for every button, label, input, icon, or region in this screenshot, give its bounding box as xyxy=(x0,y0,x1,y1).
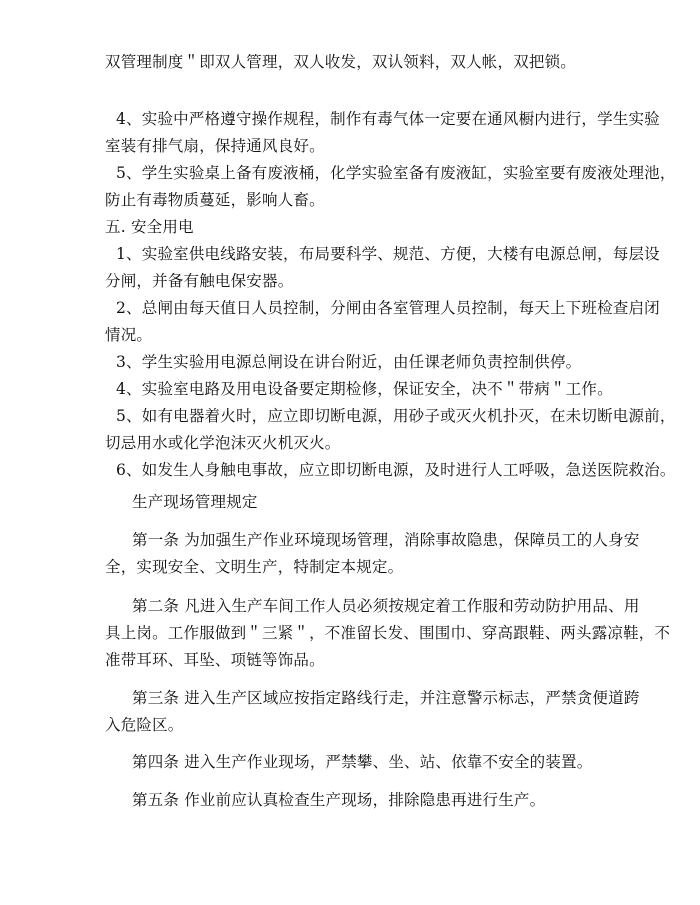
text-line: 4、实验中严格遵守操作规程，制作有毒气体一定要在通风橱内进行，学生实验 xyxy=(116,110,660,128)
text-line: 2、总闸由每天值日人员控制，分闸由各室管理人员控制，每天上下班检查启闭 xyxy=(116,299,660,317)
article-line: 入危险区。 xyxy=(105,716,184,734)
text-line: 防止有毒物质蔓延，影响人畜。 xyxy=(105,191,325,209)
article-line: 准带耳环、耳坠、项链等饰品。 xyxy=(105,651,325,669)
article-line: 第一条 为加强生产作业环境现场管理，消除事故隐患，保障员工的人身安 xyxy=(132,531,640,549)
text-line: 1、实验室供电线路安装，布局要科学、规范、方便，大楼有电源总闸，每层设 xyxy=(116,245,660,263)
article-line: 具上岗。工作服做到＂三紧＂，不准留长发、围围巾、穿高跟鞋、两头露凉鞋，不 xyxy=(105,624,671,642)
text-line: 双管理制度＂即双人管理，双人收发，双认领料，双人帐，双把锁。 xyxy=(105,53,577,71)
article-line: 全，实现安全、文明生产，特制定本规定。 xyxy=(105,558,404,576)
section-heading: 五. 安全用电 xyxy=(105,218,194,236)
text-line: 5、学生实验桌上备有废液桶，化学实验室备有废液缸，实验室要有废液处理池， xyxy=(116,164,676,182)
text-line: 3、学生实验用电源总闸设在讲台附近，由任课老师负责控制供停。 xyxy=(116,353,582,371)
article-line: 第五条 作业前应认真检查生产现场，排除隐患再进行生产。 xyxy=(132,791,546,809)
regulation-title: 生产现场管理规定 xyxy=(132,493,258,511)
article-line: 第三条 进入生产区域应按指定路线行走，并注意警示标志，严禁贪便道跨 xyxy=(132,689,640,707)
text-line: 4、实验室电路及用电设备要定期检修，保证安全，决不＂带病＂工作。 xyxy=(116,380,613,398)
article-line: 第四条 进入生产作业现场，严禁攀、坐、站、依靠不安全的装置。 xyxy=(132,753,593,771)
text-line: 5、如有电器着火时，应立即切断电源，用砂子或灭火机扑灭，在未切断电源前， xyxy=(116,407,676,425)
text-line: 切忌用水或化学泡沫灭火机灭火。 xyxy=(105,434,341,452)
text-line: 分闸，并备有触电保安器。 xyxy=(105,272,294,290)
text-line: 6、如发生人身触电事故，应立即切断电源，及时进行人工呼吸，急送医院救治。 xyxy=(116,461,676,479)
text-line: 室装有排气扇，保持通风良好。 xyxy=(105,137,325,155)
text-line: 情况。 xyxy=(105,326,153,344)
article-line: 第二条 凡进入生产车间工作人员必须按规定着工作服和劳动防护用品、用 xyxy=(132,597,640,615)
